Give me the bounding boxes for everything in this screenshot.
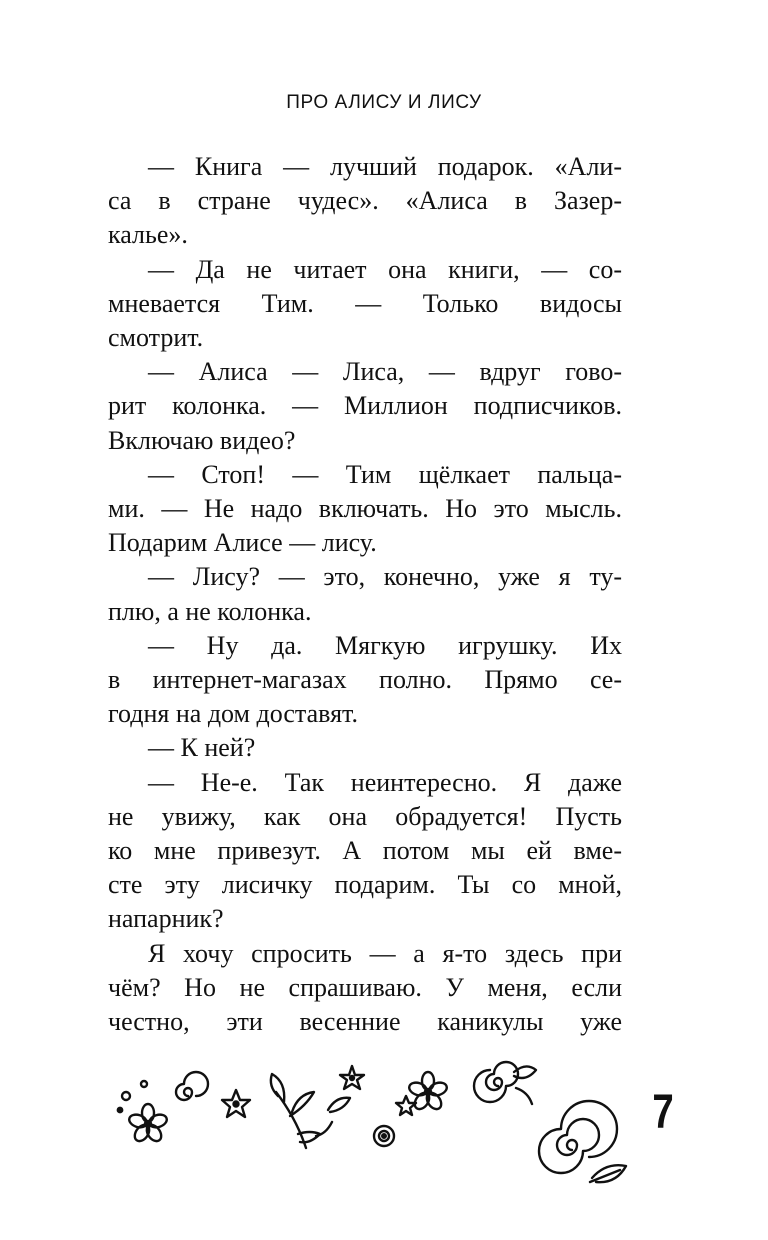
paragraph	[108, 458, 622, 561]
text-line: — К ней?	[148, 733, 256, 763]
paragraph	[108, 253, 622, 356]
text-line: чём? Но не спрашиваю. У меня, если	[108, 972, 622, 1002]
paragraph	[108, 937, 622, 1040]
text-line: не увижу, как она обрадуется! Пусть	[108, 801, 622, 831]
body-text	[108, 150, 622, 1039]
text-line: — Да не читает она книги, — со-	[148, 254, 622, 284]
text-line: калье».	[108, 220, 188, 250]
text-line: — Не-е. Так неинтересно. Я даже	[148, 767, 622, 797]
floral-doodle-border-icon	[100, 1052, 640, 1202]
text-line: Я хочу спросить — а я-то здесь при	[148, 938, 622, 968]
text-line: сте эту лисичку подарим. Ты со мной,	[108, 870, 622, 900]
text-line: плю, а не колонка.	[108, 596, 312, 626]
text-line: в интернет-магазах полно. Прямо се-	[108, 665, 622, 695]
page-number: 7	[652, 1086, 674, 1139]
text-line: — Алиса — Лиса, — вдруг гово-	[148, 357, 622, 387]
text-line: годня на дом доставят.	[108, 699, 358, 729]
text-line: ко мне привезут. А потом мы ей вме-	[108, 836, 622, 866]
paragraph	[108, 355, 622, 458]
paragraph	[108, 731, 622, 765]
text-line: са в стране чудес». «Алиса в Зазер-	[108, 186, 622, 216]
text-line: — Лису? — это, конечно, уже я ту-	[148, 562, 622, 592]
text-line: напарник?	[108, 904, 224, 934]
paragraph	[108, 629, 622, 732]
text-line: рит колонка. — Миллион подписчиков.	[108, 391, 622, 421]
paragraph	[108, 766, 622, 937]
text-line: — Стоп! — Тим щёлкает пальца-	[148, 459, 622, 489]
text-line: Включаю видео?	[108, 425, 296, 455]
text-line: смотрит.	[108, 323, 204, 353]
text-line: — Книга — лучший подарок. «Али-	[148, 152, 622, 181]
text-line: мневается Тим. — Только видосы	[108, 288, 622, 318]
text-line: ми. — Не надо включать. Но это мысль.	[108, 494, 622, 524]
paragraph	[108, 560, 622, 628]
text-line: честно, эти весенние каникулы уже	[108, 1007, 622, 1037]
paragraph	[108, 150, 622, 253]
text-line: — Ну да. Мягкую игрушку. Их	[148, 630, 622, 660]
text-line: Подарим Алисе — лису.	[108, 528, 377, 558]
running-head: ПРО АЛИСУ И ЛИСУ	[286, 92, 482, 113]
